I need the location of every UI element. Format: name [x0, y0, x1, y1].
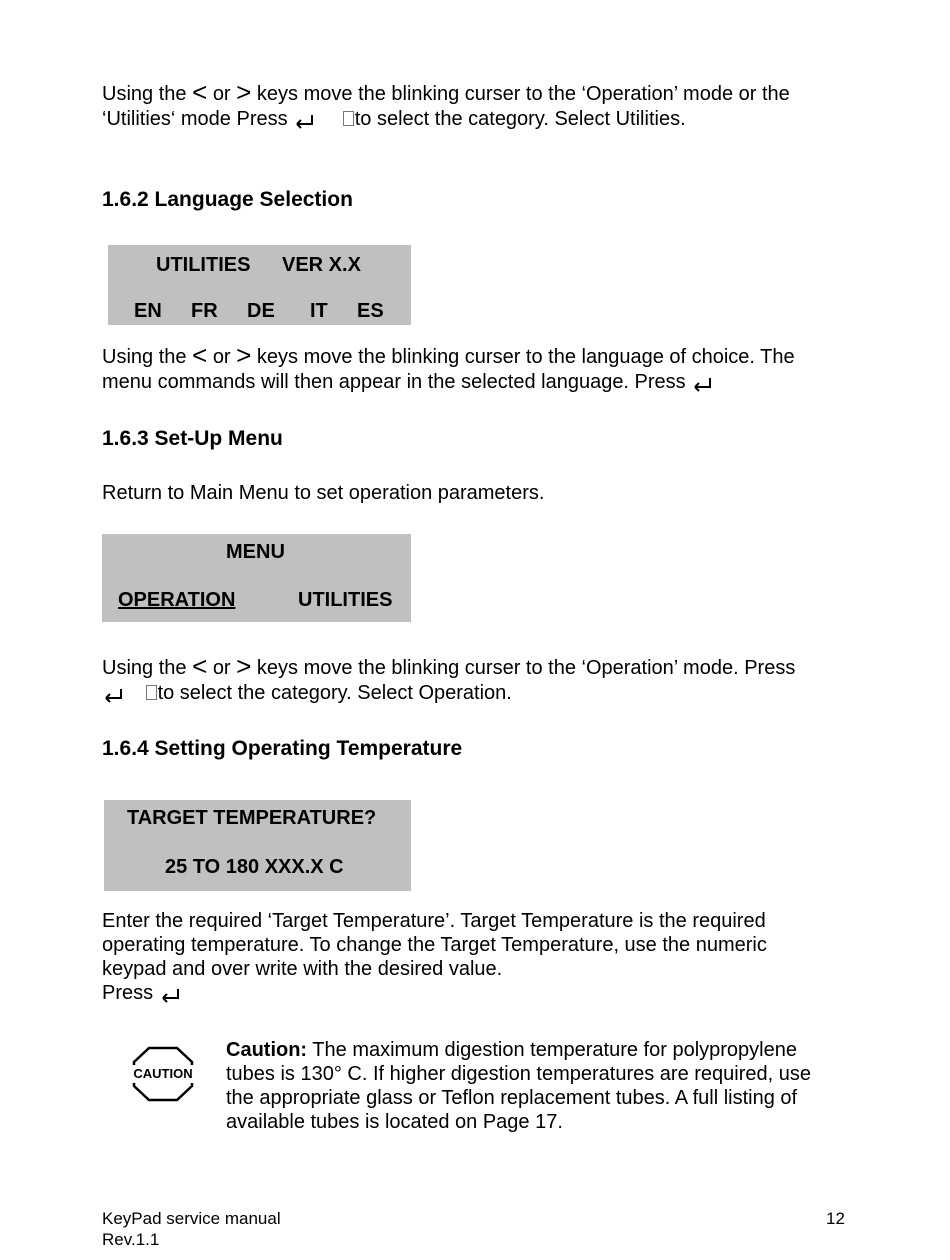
section-heading-setup-menu: 1.6.3 Set-Up Menu [102, 427, 283, 450]
lcd-language-en: EN [134, 300, 162, 322]
enter-key-icon [691, 376, 713, 392]
return-main-menu-text: Return to Main Menu to set operation parameters. [102, 482, 545, 504]
footer-revision: Rev.1.1 [102, 1230, 160, 1249]
greater-than-key: > [236, 77, 252, 107]
intro-line-2: ‘Utilities‘ mode Press to select the category. Select Utilities. [102, 108, 686, 130]
less-than-key: < [192, 77, 208, 107]
lcd-target-temperature-display [104, 800, 411, 891]
greater-than-key: > [236, 340, 252, 370]
caution-sign-icon [130, 1046, 196, 1102]
enter-key-icon [159, 987, 181, 1003]
language-paragraph: Using the < or > keys move the blinking curser to the language of choice. The menu commands will then appear in the selected language. Press [102, 340, 795, 393]
lcd-temperature-range: 25 TO 180 XXX.X C [165, 856, 344, 878]
footer-left [102, 1208, 281, 1250]
caution-paragraph: Caution: The maximum digestion temperature for polypropylene tubes is 130° C. If higher digestion temperatures are required, use the appropriate glass or Teflon replacement tubes. A full listing of available tubes is located on Page 17. [226, 1039, 811, 1133]
caution-label: Caution: [226, 1039, 308, 1061]
lcd-utilities-label: UTILITIES [156, 254, 251, 276]
lcd-language-it: IT [310, 300, 328, 322]
missing-glyph-box [146, 685, 157, 700]
lcd-language-es: ES [357, 300, 384, 322]
caution-sign-text: CAUTION [133, 1066, 193, 1081]
operation-paragraph: Using the < or > keys move the blinking curser to the ‘Operation’ mode. Press to select the category. Select Operation. [102, 651, 796, 704]
footer-page-number: 12 [826, 1209, 845, 1228]
lcd-utilities-option: UTILITIES [298, 589, 393, 611]
enter-key-icon [102, 687, 124, 703]
section-heading-operating-temperature: 1.6.4 Setting Operating Temperature [102, 737, 463, 760]
lcd-operation-option: OPERATION [118, 589, 236, 611]
enter-key-icon [293, 113, 315, 129]
section-heading-language-selection: 1.6.2 Language Selection [102, 188, 353, 211]
intro-line-1: Using the < or > keys move the blinking curser to the ‘Operation’ mode or the [102, 77, 790, 107]
intro-paragraph [102, 77, 862, 132]
target-temperature-paragraph: Enter the required ‘Target Temperature’. Target Temperature is the required operating temperature. To change the Target Temperature, use the numeric keypad and over write with the desired value. Press [102, 910, 767, 1004]
lcd-menu-title: MENU [226, 541, 285, 563]
lcd-main-menu-display [102, 534, 411, 622]
missing-glyph-box [343, 111, 354, 126]
lcd-language-fr: FR [191, 300, 218, 322]
greater-than-key: > [236, 651, 252, 681]
lcd-target-temperature-prompt: TARGET TEMPERATURE? [127, 807, 377, 829]
lcd-language-display [108, 245, 411, 325]
less-than-key: < [192, 340, 208, 370]
lcd-version-label: VER X.X [282, 254, 361, 276]
lcd-language-de: DE [247, 300, 275, 322]
footer-doc-title: KeyPad service manual [102, 1209, 281, 1228]
less-than-key: < [192, 651, 208, 681]
